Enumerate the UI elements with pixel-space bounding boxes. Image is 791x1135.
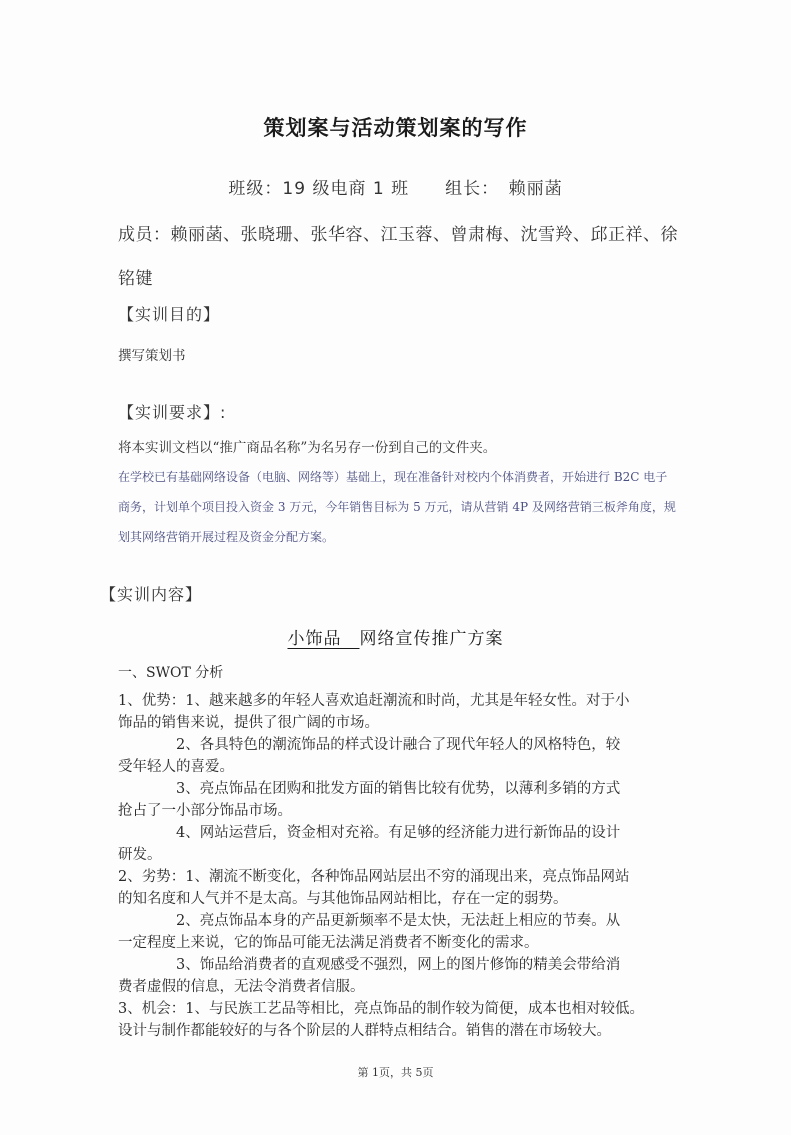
swot-line: 3、亮点饰品在团购和批发方面的销售比较有优势，以薄利多销的方式 — [118, 781, 621, 797]
purpose-heading: 【实训目的】 — [118, 305, 221, 324]
plan-title-product: 小饰品 — [287, 629, 342, 649]
requirements-detail-paragraph: 在学校已有基础网络设备（电脑、网络等）基础上，现在准备针对校内个体消费者，开始进行 B2C 电子商务，计划单个项目投入资金 3 万元，今年销售目标为 5 万元，请从营销 4P 及网络营销三板斧角度，规划其网络营销开展过程及资金分配方案。 — [118, 470, 676, 544]
swot-line: 一定程度上来说，它的饰品可能无法满足消费者不断变化的需求。 — [118, 935, 539, 951]
content-heading: 【实训内容】 — [100, 585, 203, 604]
member-list: 成员：赖丽菡、张晓珊、张华容、江玉蓉、曾肃梅、沈雪羚、邱正祥、徐铭键 — [118, 225, 678, 289]
swot-line: 3、饰品给消费者的直观感受不强烈，网上的图片修饰的精美会带给消 — [118, 957, 621, 973]
requirements-heading: 【实训要求】: — [118, 403, 227, 422]
swot-heading: 一、SWOT 分析 — [118, 665, 224, 681]
class-and-leader: 班级：19 级电商 1 班 组长： 赖丽菡 — [228, 179, 563, 199]
plan-title — [0, 624, 791, 649]
purpose-text: 撰写策划书 — [118, 348, 186, 364]
swot-line: 2、劣势：1、潮流不断变化，各种饰品网站层出不穷的涌现出来，亮点饰品网站 — [118, 869, 630, 885]
swot-line: 1、优势：1、越来越多的年轻人喜欢追赶潮流和时尚，尤其是年轻女性。对于小 — [118, 693, 630, 709]
swot-line: 2、各具特色的潮流饰品的样式设计融合了现代年轻人的风格特色，较 — [118, 737, 621, 753]
swot-line: 2、亮点饰品本身的产品更新频率不是太快，无法赶上相应的节奏。从 — [118, 913, 621, 929]
plan-title-rest: 网络宣传推广方案 — [359, 629, 504, 649]
swot-line: 的知名度和人气并不是太高。与其他饰品网站相比，存在一定的弱势。 — [118, 891, 568, 907]
document-title: 策划案与活动策划案的写作 — [263, 116, 528, 140]
requirements-line: 将本实训文档以“推广商品名称”为名另存一份到自己的文件夹。 — [118, 440, 497, 456]
swot-line: 受年轻人的喜爱。 — [118, 759, 234, 775]
swot-line: 费者虚假的信息，无法令消费者信服。 — [118, 979, 365, 995]
swot-line: 研发。 — [118, 847, 162, 863]
swot-line: 饰品的销售来说，提供了很广阔的市场。 — [118, 715, 379, 731]
page-footer: 第 1页，共 5页 — [357, 1066, 434, 1079]
swot-line: 3、机会：1、与民族工艺品等相比，亮点饰品的制作较为简便，成本也相对较低。 — [118, 1001, 644, 1017]
swot-line: 4、网站运营后，资金相对充裕。有足够的经济能力进行新饰品的设计 — [118, 825, 621, 841]
swot-line: 抢占了一小部分饰品市场。 — [118, 803, 292, 819]
swot-line: 设计与制作都能较好的与各个阶层的人群特点相结合。销售的潜在市场较大。 — [118, 1023, 611, 1039]
